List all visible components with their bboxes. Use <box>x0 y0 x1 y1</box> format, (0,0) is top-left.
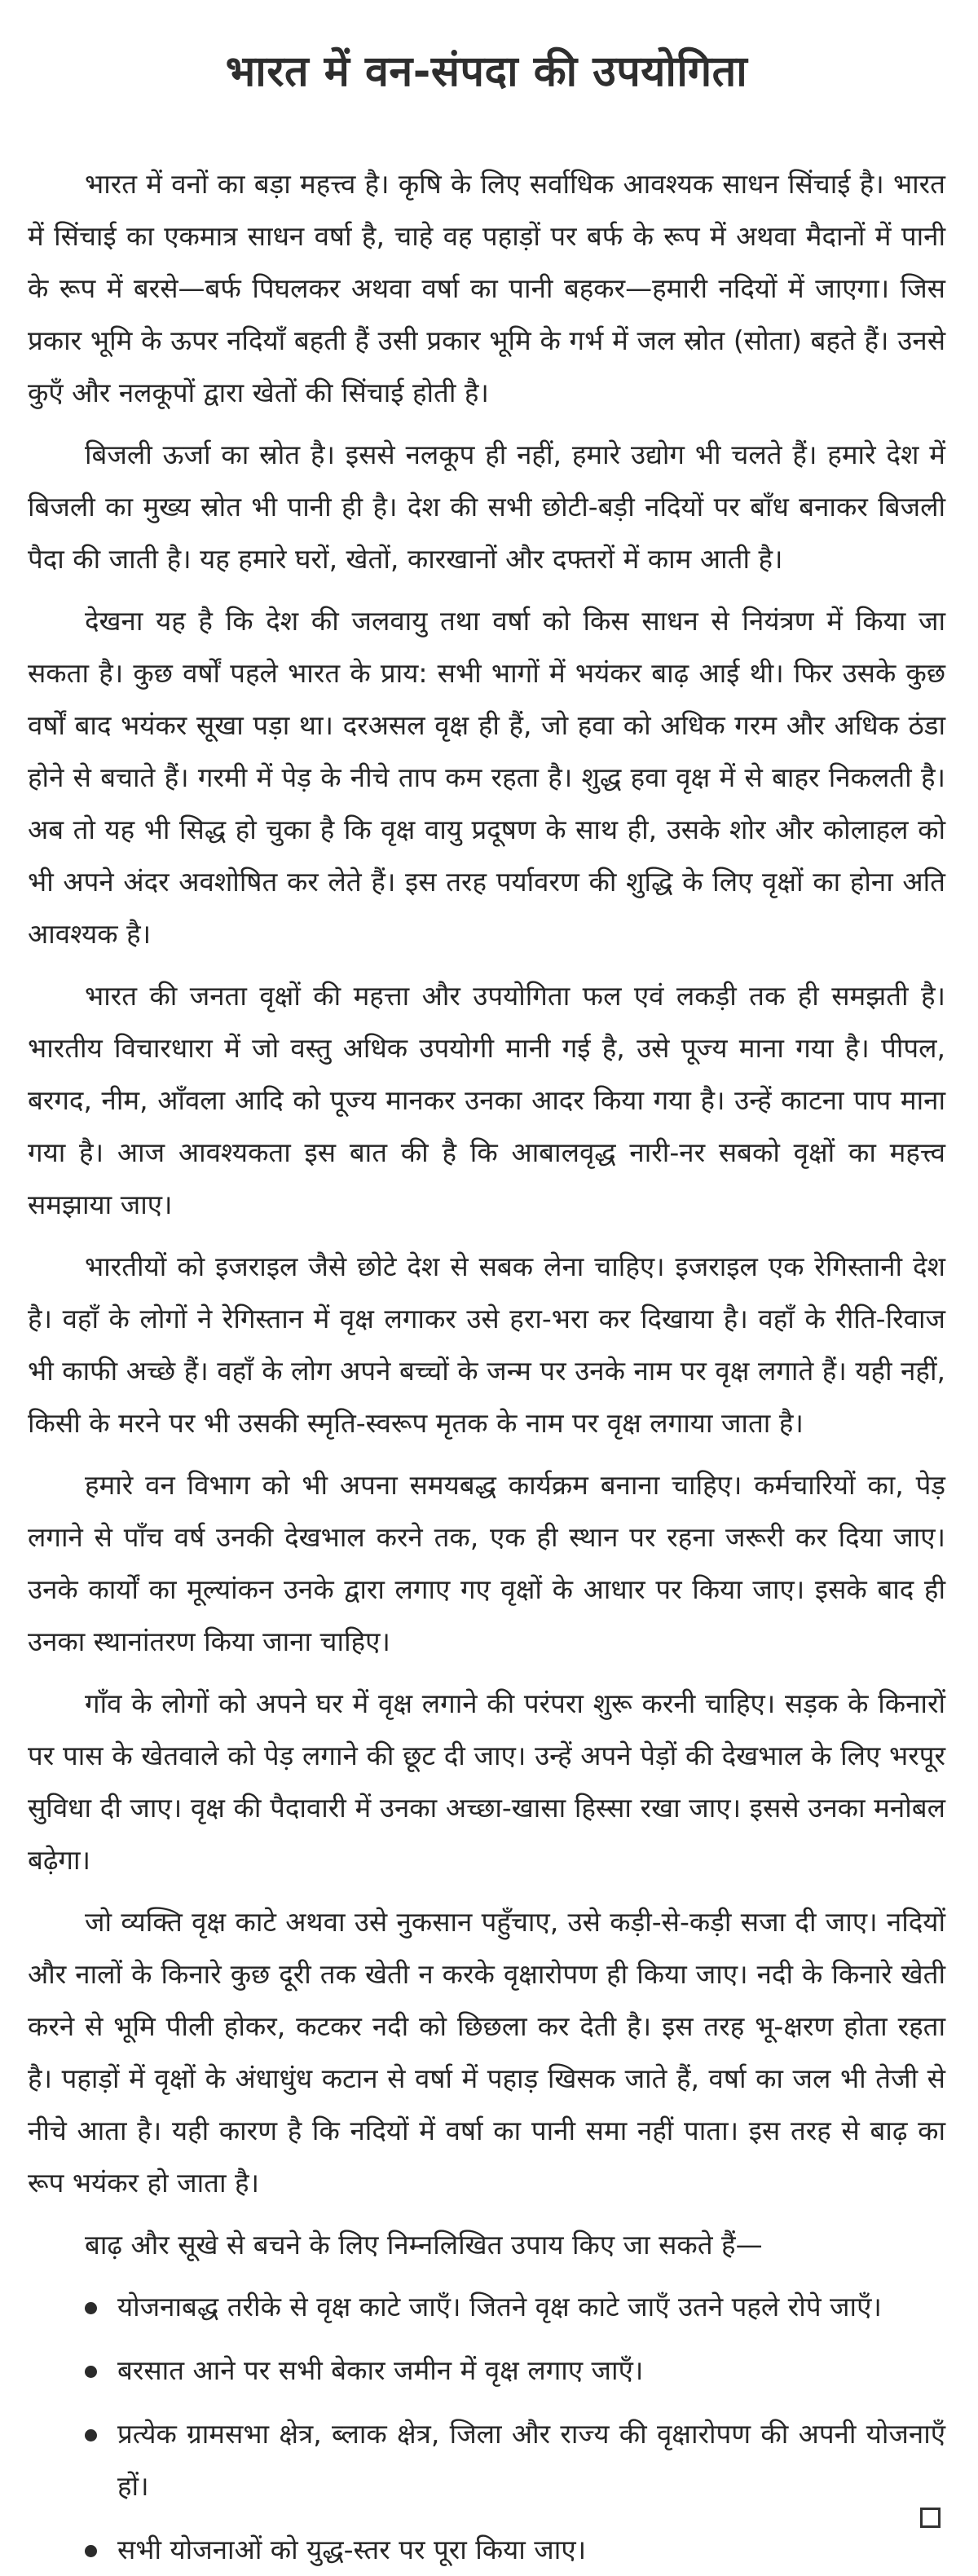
bullet-icon <box>85 2429 97 2441</box>
list-item-text: बरसात आने पर सभी बेकार जमीन में वृक्ष लगाए जाएँ। <box>117 2354 644 2386</box>
paragraph-2: बिजली ऊर्जा का स्रोत है। इससे नलकूप ही नहीं, हमारे उद्योग भी चलते हैं। हमारे देश में बिजली का मुख्य स्रोत भी पानी ही है। देश की सभी छोटी-बड़ी नदियों पर बाँध बनाकर बिजली पैदा की जाती है। यह हमारे घरों, खेतों, कारखानों और दफ्तरों में काम आती है। <box>28 439 945 575</box>
list-item-text: सभी योजनाओं को युद्ध-स्तर पर पूरा किया जाए। <box>117 2534 587 2565</box>
measures-list <box>28 2281 945 2576</box>
paragraph-5: भारतीयों को इजराइल जैसे छोटे देश से सबक लेना चाहिए। इजराइल एक रेगिस्तानी देश है। वहाँ के लोगों ने रेगिस्तान में वृक्ष लगाकर उसे हरा-भरा कर दिखाया है। वहाँ के रीति-रिवाज भी काफी अच्छे हैं। वहाँ के लोग अपने बच्चों के जन्म पर उनके नाम पर वृक्ष लगाते हैं। यही नहीं, किसी के मरने पर भी उसकी स्मृति-स्वरूप मृतक के नाम पर वृक्ष लगाया जाता है। <box>28 1251 945 1439</box>
paragraph-3: देखना यह है कि देश की जलवायु तथा वर्षा को किस साधन से नियंत्रण में किया जा सकता है। कुछ वर्षों पहले भारत के प्राय: सभी भागों में भयंकर बाढ़ आई थी। फिर उसके कुछ वर्षों बाद भयंकर सूखा पड़ा था। दरअसल वृक्ष ही हैं, जो हवा को अधिक गरम और अधिक ठंडा होने से बचाते हैं। गरमी में पेड़ के नीचे ताप कम रहता है। शुद्ध हवा वृक्ष में से बाहर निकलती है। अब तो यह भी सिद्ध हो चुका है कि वृक्ष वायु प्रदूषण के साथ ही, उसके शोर और कोलाहल को भी अपने अंदर अवशोषित कर लेते हैं। इस तरह पर्यावरण की शुद्धि के लिए वृक्षों का होना अति आवश्यक है। <box>28 605 945 950</box>
bullet-icon <box>85 2366 97 2378</box>
paragraph-8: जो व्यक्ति वृक्ष काटे अथवा उसे नुकसान पहुँचाए, उसे कड़ी-से-कड़ी सजा दी जाए। नदियों और नालों के किनारे कुछ दूरी तक खेती न करके वृक्षारोपण ही किया जाए। नदी के किनारे खेती करने से भूमि पीली होकर, कटकर नदी को छिछला कर देती है। इस तरह भू-क्षरण होता रहता है। पहाड़ों में वृक्षों के अंधाधुंध कटान से वर्षा में पहाड़ खिसक जाते हैं, वर्षा का जल भी तेजी से नीचे आता है। यही कारण है कि नदियों में वर्षा का पानी समा नहीं पाता। इस तरह से बाढ़ का रूप भयंकर हो जाता है। <box>28 1906 945 2199</box>
paragraph-7: गाँव के लोगों को अपने घर में वृक्ष लगाने की परंपरा शुरू करनी चाहिए। सड़क के किनारों पर पास के खेतवाले को पेड़ लगाने की छूट दी जाए। उन्हें अपने पेड़ों की देखभाल के लिए भरपूर सुविधा दी जाए। वृक्ष की पैदावारी में उनका अच्छा-खासा हिस्सा रखा जाए। इससे उनका मनोबल बढ़ेगा। <box>28 1687 945 1876</box>
list-item <box>85 2281 945 2333</box>
bullet-icon <box>85 2545 97 2557</box>
paragraph-1: भारत में वनों का बड़ा महत्त्व है। कृषि के लिए सर्वाधिक आवश्यक साधन सिंचाई है। भारत में सिंचाई का एकमात्र साधन वर्षा है, चाहे वह पहाड़ों पर बर्फ के रूप में अथवा मैदानों में पानी के रूप में बरसे—बर्फ पिघलकर अथवा वर्षा का पानी बहकर—हमारी नदियों में जाएगा। जिस प्रकार भूमि के ऊपर नदियाँ बहती हैं उसी प्रकार भूमि के गर्भ में जल स्रोत (सोता) बहते हैं। उनसे कुएँ और नलकूपों द्वारा खेतों की सिंचाई होती है। <box>28 168 945 408</box>
list-item <box>85 2524 945 2576</box>
paragraph-4: भारत की जनता वृक्षों की महत्ता और उपयोगिता फल एवं लकड़ी तक ही समझती है। भारतीय विचारधारा में जो वस्तु अधिक उपयोगी मानी गई है, उसे पूज्य माना गया है। पीपल, बरगद, नीम, आँवला आदि को पूज्य मानकर उनका आदर किया गया है। उन्हें काटना पाप माना गया है। आज आवश्यकता इस बात की है कि आबालवृद्ध नारी-नर सबको वृक्षों का महत्त्व समझाया जाए। <box>28 980 945 1220</box>
list-item-text: योजनाबद्ध तरीके से वृक्ष काटे जाएँ। जितने वृक्ष काटे जाएँ उतने पहले रोपे जाएँ। <box>117 2291 882 2322</box>
page-title: भारत में वन-संपदा की उपयोगिता <box>225 47 748 96</box>
list-item-text: प्रत्येक ग्रामसभा क्षेत्र, ब्लाक क्षेत्र, जिला और राज्य की वृक्षारोपण की अपनी योजनाएँ हों। <box>117 2418 945 2502</box>
bullet-icon <box>85 2302 97 2314</box>
end-mark-icon <box>920 2508 941 2528</box>
list-item <box>85 2344 945 2397</box>
list-item <box>85 2408 945 2512</box>
paragraph-6: हमारे वन विभाग को भी अपना समयबद्ध कार्यक्रम बनाना चाहिए। कर्मचारियों का, पेड़ लगाने से पाँच वर्ष उनकी देखभाल करने तक, एक ही स्थान पर रहना जरूरी कर दिया जाए। उनके कार्यों का मूल्यांकन उनके द्वारा लगाए गए वृक्षों के आधार पर किया जाए। इसके बाद ही उनका स्थानांतरण किया जाना चाहिए। <box>28 1469 945 1657</box>
paragraph-9: बाढ़ और सूखे से बचने के लिए निम्नलिखित उपाय किए जा सकते हैं— <box>85 2229 763 2261</box>
essay-body <box>28 158 945 2576</box>
